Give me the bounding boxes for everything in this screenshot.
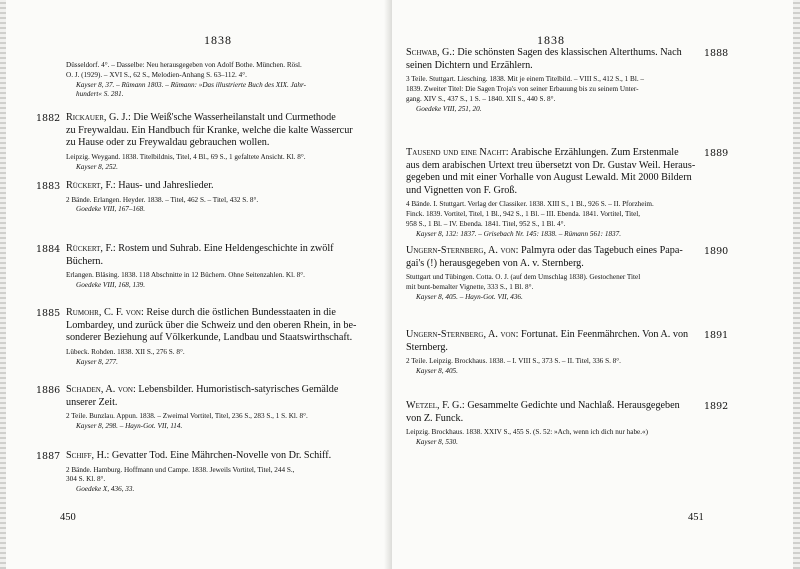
entry-title-line: Lombardey, und zurück über die Schweiz und den oberen Rhein, in be-	[66, 319, 357, 331]
entry-imprint: 4 Bände. I. Stuttgart. Verlag der Classiker. 1838. XIII S., 1 Bl., 926 S. – II. Pforzheim.	[406, 200, 654, 209]
entry-title-line: Die schönsten Sagen des klassischen Alterthums. Nach	[457, 47, 682, 58]
bibliography-entry	[66, 384, 366, 432]
entry-title	[406, 400, 698, 425]
running-head-right: 1838	[537, 33, 565, 47]
entry-title-line: zu Freywaldau. Ein Handbuch für Kranke, welche die kalte Wassercur	[66, 124, 353, 136]
entry-number: 1888	[704, 48, 729, 59]
folio-left: 450	[60, 512, 76, 523]
entry-title-line: Sternberg.	[406, 341, 448, 353]
entry-number: 1890	[704, 246, 729, 257]
continuation-entry	[66, 61, 366, 100]
entry-title-line: Palmyra oder das Tagebuch eines Papa-	[521, 245, 683, 256]
entry-author: Ungern-Sternberg, A. von:	[406, 245, 519, 256]
entry-number: 1892	[704, 401, 729, 412]
bibliography-entry	[406, 47, 698, 114]
bibliography-entry	[66, 450, 366, 495]
entry-title	[406, 147, 698, 197]
entry-author: Rickauer, G. J.:	[66, 112, 131, 123]
entry-imprint: Leipzig. Weygand. 1838. Titelbildnis, Titel, 4 Bl., 69 S., 1 gefaltete Ansicht. Kl. 8°.	[66, 152, 306, 161]
entry-author: Wetzel, F. G.:	[406, 400, 465, 411]
entry-author: Rückert, F.:	[66, 243, 116, 254]
page-edge-left	[0, 0, 6, 569]
entry-reference: Kayser 8, 405.	[416, 366, 458, 375]
entry-title-line: zu Hause oder zu Freywaldau gebrauchen wollen.	[66, 137, 270, 149]
entry-title-line: seinen Dichtern und Erzählern.	[406, 59, 533, 71]
bibliography-entry	[66, 243, 366, 291]
entry-title-line: Haus- und Jahreslieder.	[118, 180, 214, 191]
entry-reference: Goedeke X, 436, 33.	[76, 485, 135, 494]
entry-title-line: und Vignetten von F. Groß.	[406, 184, 518, 196]
bibliography-entry	[406, 147, 698, 239]
entry-title-line: Büchern.	[66, 255, 104, 267]
entry-title	[66, 450, 366, 463]
entry-imprint: Lübeck. Rohden. 1838. XII S., 276 S. 8°.	[66, 347, 185, 356]
entry-reference: Kayser 8, 132: 1837. – Grisebach Nr. 145: 1838. – Rümann 561: 1837.	[416, 229, 622, 238]
entry-title-line: Gevatter Tod. Eine Mährchen-Novelle von Dr. Schiff.	[111, 450, 332, 461]
entry-reference: Goedeke VIII, 168, 139.	[76, 280, 146, 289]
continuation-reference: hundert« S. 281.	[76, 90, 124, 99]
entry-imprint: Stuttgart und Tübingen. Cotta. O. J. (auf dem Umschlag 1838). Gestochener Titel	[406, 273, 641, 282]
entry-reference: Kayser 8, 530.	[416, 437, 458, 446]
entry-imprint: mit bunt-bemalter Vignette, 333 S., 1 Bl. 8°.	[406, 282, 534, 291]
entry-author: Tausend und eine Nacht:	[406, 147, 509, 158]
entry-title-line: aus dem arabischen Urtext treu übersetzt von Dr. Gustav Weil. Heraus-	[406, 159, 696, 171]
entry-title-line: Fortunat. Ein Feenmährchen. Von A. von	[521, 329, 689, 340]
entry-title	[66, 180, 366, 193]
page-edge-right	[793, 0, 800, 569]
entry-author: Schwab, G.:	[406, 47, 455, 58]
entry-title	[406, 47, 698, 72]
entry-imprint: gang. XIV S., 437 S., 1 S. – 1840. XII S., 440 S. 8°.	[406, 94, 556, 103]
entry-title	[66, 112, 366, 150]
entry-imprint: Erlangen. Bläsing. 1838. 118 Abschnitte in 12 Büchern. Ohne Seitenzahlen. Kl. 8°.	[66, 271, 305, 280]
entry-reference: Kayser 8, 277.	[76, 357, 118, 366]
running-head-left: 1838	[204, 33, 232, 47]
entry-title-line: Reise durch die östlichen Bundesstaaten in die	[146, 307, 336, 318]
bibliography-entry	[66, 307, 366, 367]
entry-reference: Kayser 8, 252.	[76, 162, 118, 171]
entry-number: 1885	[36, 308, 61, 319]
entry-author: Rückert, F.:	[66, 180, 116, 191]
entry-number: 1891	[704, 330, 729, 341]
entry-title	[66, 384, 366, 409]
continuation-line: O. J. (1929). – XVI S., 62 S., Melodien-Anhang S. 63–112. 4°.	[66, 70, 247, 79]
entry-title	[66, 307, 366, 345]
entry-imprint: 958 S., 1 Bl. – IV. Ebenda. 1841. Titel, 952 S., 1 Bl. 4°.	[406, 219, 566, 228]
entry-title-line: gegeben und mit einer Vorhalle von August Lewald. Mit 2000 Bildern	[406, 172, 692, 184]
entry-number: 1883	[36, 181, 61, 192]
entry-imprint: 2 Bände. Erlangen. Heyder. 1838. – Titel, 462 S. – Titel, 432 S. 8°.	[66, 195, 259, 204]
entry-author: Schaden, A. von:	[66, 384, 136, 395]
folio-right: 451	[688, 512, 704, 523]
entry-title-line: Rostem und Suhrab. Eine Heldengeschichte in zwölf	[118, 243, 334, 254]
entry-number: 1884	[36, 244, 61, 255]
bibliography-entry	[66, 180, 366, 215]
entry-title-line: sonderer Beziehung auf Völkerkunde, Landbau und Staatswirthschaft.	[66, 332, 353, 344]
entry-imprint: 304 S. Kl. 8°.	[66, 475, 106, 484]
bibliography-entry	[406, 245, 698, 302]
entry-number: 1886	[36, 385, 61, 396]
continuation-reference: Kayser 8, 37. – Rümann 1803. – Rümann: »Das illustrierte Buch des XIX. Jahr-	[76, 80, 307, 89]
entry-imprint: 3 Teile. Stuttgart. Liesching. 1838. Mit je einem Titelbild. – VIII S., 412 S., 1 Bl. –	[406, 75, 645, 84]
entry-number: 1887	[36, 451, 61, 462]
entry-title	[406, 245, 698, 270]
bibliography-entry	[406, 400, 698, 448]
entry-title-line: Arabische Erzählungen. Zum Erstenmale	[510, 147, 679, 158]
entry-title-line: Lebensbilder. Humoristisch-satyrisches Gemälde	[138, 384, 339, 395]
bibliography-entry	[66, 112, 366, 172]
entry-title-line: unserer Zeit.	[66, 396, 118, 408]
entry-imprint: 1839. Zweiter Titel: Die Sagen Troja's von seiner Erbauung bis zu seinem Unter-	[406, 84, 639, 93]
entry-imprint: 2 Teile. Bunzlau. Appun. 1838. – Zweimal Vortitel, Titel, 236 S., 283 S., 1 S. Kl. 8°.	[66, 412, 308, 421]
entry-imprint: Leipzig. Brockhaus. 1838. XXIV S., 455 S. (S. 52: »Ach, wenn ich dich nur habe.«)	[406, 428, 649, 437]
entry-imprint: 2 Teile. Leipzig. Brockhaus. 1838. – I. VIII S., 373 S. – II. Titel, 336 S. 8°.	[406, 357, 621, 366]
entry-title-line: Die Weiß'sche Wasserheilanstalt und Curmethode	[133, 112, 336, 123]
entry-title-line: von Z. Funck.	[406, 412, 464, 424]
left-page	[0, 0, 393, 569]
entry-imprint: 2 Bände. Hamburg. Hoffmann und Campe. 1838. Jeweils Vortitel, Titel, 244 S.,	[66, 465, 295, 474]
entry-reference: Kayser 8, 298. – Hayn-Got. VII, 114.	[76, 421, 183, 430]
entry-author: Ungern-Sternberg, A. von:	[406, 329, 519, 340]
entry-author: Rumohr, C. F. von:	[66, 307, 144, 318]
entry-title-line: Gesammelte Gedichte und Nachlaß. Herausgegeben	[467, 400, 680, 411]
entry-imprint: Finck. 1839. Vortitel, Titel, 1 Bl., 942 S., 1 Bl. – III. Ebenda. 1841. Vortitel, Titel,	[406, 210, 641, 219]
entry-reference: Goedeke VIII, 167–168.	[76, 205, 146, 214]
entry-reference: Goedeke VIII, 251, 20.	[416, 104, 482, 113]
entry-title	[406, 329, 698, 354]
entry-reference: Kayser 8, 405. – Hayn-Got. VII, 436.	[416, 292, 523, 301]
continuation-line: Düsseldorf. 4°. – Dasselbe: Neu herausgegeben von Adolf Bothe. München. Rösl.	[66, 61, 302, 69]
right-page	[392, 0, 800, 569]
bibliography-entry	[406, 329, 698, 377]
entry-title	[66, 243, 366, 268]
entry-number: 1882	[36, 113, 61, 124]
entry-author: Schiff, H.:	[66, 450, 110, 461]
entry-number: 1889	[704, 148, 729, 159]
entry-title-line: gai's (!) herausgegeben von A. v. Sternberg.	[406, 257, 584, 269]
